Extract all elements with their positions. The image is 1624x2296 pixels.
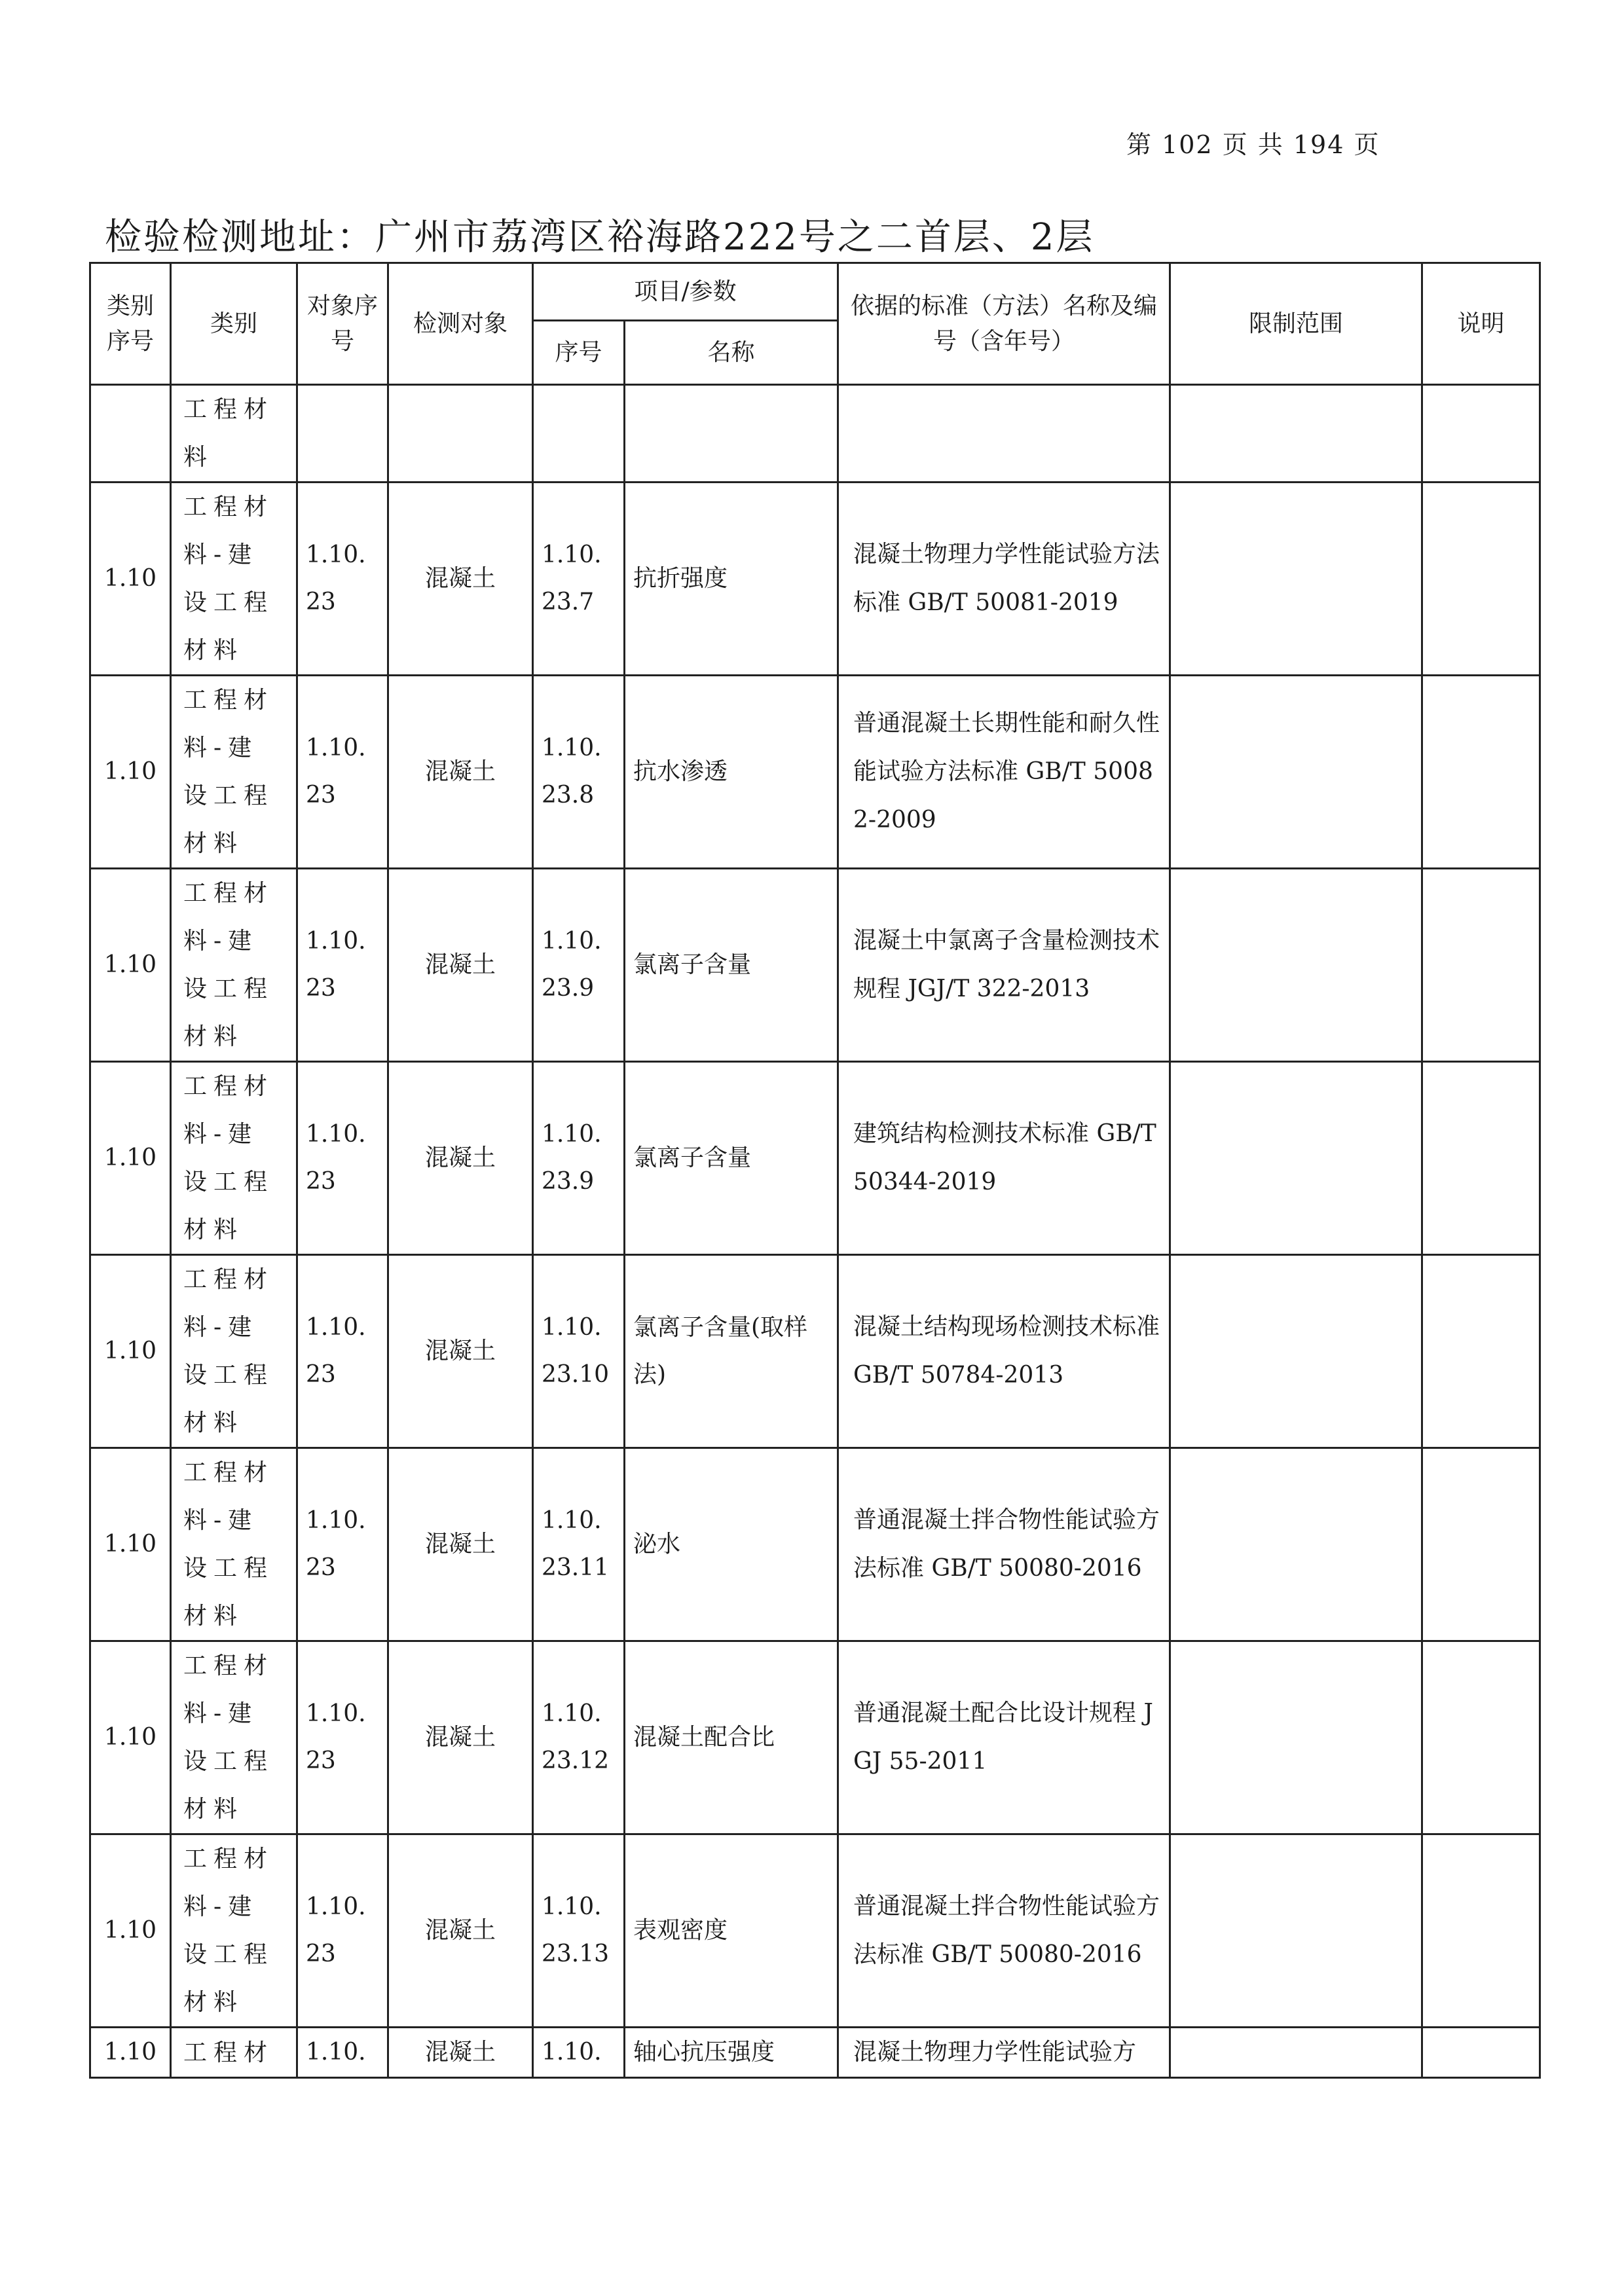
table-row — [90, 1641, 1540, 1834]
note-cell — [1422, 676, 1540, 869]
object-cell: 混凝土 — [388, 1062, 533, 1255]
note-cell — [1422, 1448, 1540, 1641]
object-no-cell: 1.10.23 — [297, 869, 388, 1062]
object-cell: 混凝土 — [388, 483, 533, 676]
standard-cell: 普通混凝土配合比设计规程 JGJ 55-2011 — [838, 1641, 1170, 1834]
object-cell: 混凝土 — [388, 1255, 533, 1448]
scope-table — [89, 262, 1541, 2079]
category-cell: 工程材料-建设工程材料 — [171, 483, 297, 676]
header-note: 说明 — [1422, 263, 1540, 385]
table-row-continued — [90, 2028, 1540, 2078]
item-name-cell: 氯离子含量(取样法) — [625, 1255, 838, 1448]
standard-cell: 混凝土物理力学性能试验方法标准 GB/T 50081-2019 — [838, 483, 1170, 676]
table-row — [90, 676, 1540, 869]
object-no-cell: 1.10.23 — [297, 1641, 388, 1834]
item-name-cell: 抗折强度 — [625, 483, 838, 676]
item-no-cell: 1.10.23.10 — [533, 1255, 625, 1448]
note-cell — [1422, 483, 1540, 676]
item-no-cell: 1.10.23.11 — [533, 1448, 625, 1641]
category-cell: 工程材 — [171, 2028, 297, 2078]
limit-cell — [1170, 1834, 1422, 2028]
testing-address: 检验检测地址：广州市荔湾区裕海路222号之二首层、2层 — [105, 216, 1095, 259]
standard-cell: 建筑结构检测技术标准 GB/T 50344-2019 — [838, 1062, 1170, 1255]
object-no-cell: 1.10.23 — [297, 1062, 388, 1255]
note-cell — [1422, 869, 1540, 1062]
category-no-cell: 1.10 — [90, 869, 171, 1062]
note-cell — [1422, 1641, 1540, 1834]
item-no-cell: 1.10.23.9 — [533, 1062, 625, 1255]
note-cell — [1422, 1062, 1540, 1255]
header-standard: 依据的标准（方法）名称及编号（含年号） — [838, 263, 1170, 385]
table-row — [90, 869, 1540, 1062]
category-no-cell: 1.10 — [90, 483, 171, 676]
category-no-cell: 1.10 — [90, 2028, 171, 2078]
item-name-cell: 氯离子含量 — [625, 869, 838, 1062]
limit-cell — [1170, 2028, 1422, 2078]
category-cell: 工程材料 — [171, 385, 297, 483]
page-number: 第 102 页 共 194 页 — [1126, 130, 1380, 159]
object-no-cell: 1.10. — [297, 2028, 388, 2078]
header-category: 类别 — [171, 263, 297, 385]
category-no-cell: 1.10 — [90, 1255, 171, 1448]
category-no-cell: 1.10 — [90, 1834, 171, 2028]
item-no-cell: 1.10.23.8 — [533, 676, 625, 869]
table-row — [90, 1834, 1540, 2028]
category-cell: 工程材料-建设工程材料 — [171, 1834, 297, 2028]
object-cell: 混凝土 — [388, 1448, 533, 1641]
limit-cell — [1170, 483, 1422, 676]
object-cell: 混凝土 — [388, 1641, 533, 1834]
category-no-cell: 1.10 — [90, 676, 171, 869]
header-row — [90, 263, 1540, 321]
item-name-cell: 氯离子含量 — [625, 1062, 838, 1255]
limit-cell — [1170, 1641, 1422, 1834]
limit-cell — [1170, 1062, 1422, 1255]
note-cell — [1422, 1255, 1540, 1448]
standard-cell: 混凝土结构现场检测技术标准 GB/T 50784-2013 — [838, 1255, 1170, 1448]
object-no-cell: 1.10.23 — [297, 1255, 388, 1448]
item-name-cell: 混凝土配合比 — [625, 1641, 838, 1834]
standard-cell: 混凝土物理力学性能试验方 — [838, 2028, 1170, 2078]
item-name-cell: 泌水 — [625, 1448, 838, 1641]
header-category-no: 类别序号 — [90, 263, 171, 385]
object-no-cell: 1.10.23 — [297, 676, 388, 869]
item-no-cell: 1.10.23.7 — [533, 483, 625, 676]
category-cell: 工程材料-建设工程材料 — [171, 1448, 297, 1641]
limit-cell — [1170, 676, 1422, 869]
item-no-cell: 1.10. — [533, 2028, 625, 2078]
object-cell: 混凝土 — [388, 676, 533, 869]
item-name-cell: 表观密度 — [625, 1834, 838, 2028]
item-name-cell: 抗水渗透 — [625, 676, 838, 869]
header-item-param: 项目/参数 — [533, 263, 838, 321]
header-item-name: 名称 — [625, 321, 838, 385]
item-no-cell: 1.10.23.9 — [533, 869, 625, 1062]
category-no-cell: 1.10 — [90, 1641, 171, 1834]
object-no-cell: 1.10.23 — [297, 1448, 388, 1641]
standard-cell: 普通混凝土拌合物性能试验方法标准 GB/T 50080-2016 — [838, 1834, 1170, 2028]
object-cell: 混凝土 — [388, 2028, 533, 2078]
header-object-no: 对象序号 — [297, 263, 388, 385]
standard-cell: 普通混凝土长期性能和耐久性能试验方法标准 GB/T 50082-2009 — [838, 676, 1170, 869]
object-no-cell: 1.10.23 — [297, 483, 388, 676]
header-object: 检测对象 — [388, 263, 533, 385]
table-row — [90, 1255, 1540, 1448]
category-no-cell: 1.10 — [90, 1062, 171, 1255]
object-no-cell: 1.10.23 — [297, 1834, 388, 2028]
header-limit: 限制范围 — [1170, 263, 1422, 385]
item-no-cell: 1.10.23.13 — [533, 1834, 625, 2028]
table-row-carry-over — [90, 385, 1540, 483]
limit-cell — [1170, 1255, 1422, 1448]
object-cell: 混凝土 — [388, 869, 533, 1062]
note-cell — [1422, 2028, 1540, 2078]
item-name-cell: 轴心抗压强度 — [625, 2028, 838, 2078]
table-row — [90, 1448, 1540, 1641]
category-cell: 工程材料-建设工程材料 — [171, 676, 297, 869]
table-row — [90, 1062, 1540, 1255]
limit-cell — [1170, 869, 1422, 1062]
item-no-cell: 1.10.23.12 — [533, 1641, 625, 1834]
category-cell: 工程材料-建设工程材料 — [171, 1062, 297, 1255]
header-item-no: 序号 — [533, 321, 625, 385]
category-cell: 工程材料-建设工程材料 — [171, 1641, 297, 1834]
standard-cell: 混凝土中氯离子含量检测技术规程 JGJ/T 322-2013 — [838, 869, 1170, 1062]
limit-cell — [1170, 1448, 1422, 1641]
category-cell: 工程材料-建设工程材料 — [171, 869, 297, 1062]
standard-cell: 普通混凝土拌合物性能试验方法标准 GB/T 50080-2016 — [838, 1448, 1170, 1641]
table-row — [90, 483, 1540, 676]
object-cell: 混凝土 — [388, 1834, 533, 2028]
note-cell — [1422, 1834, 1540, 2028]
category-cell: 工程材料-建设工程材料 — [171, 1255, 297, 1448]
category-no-cell: 1.10 — [90, 1448, 171, 1641]
